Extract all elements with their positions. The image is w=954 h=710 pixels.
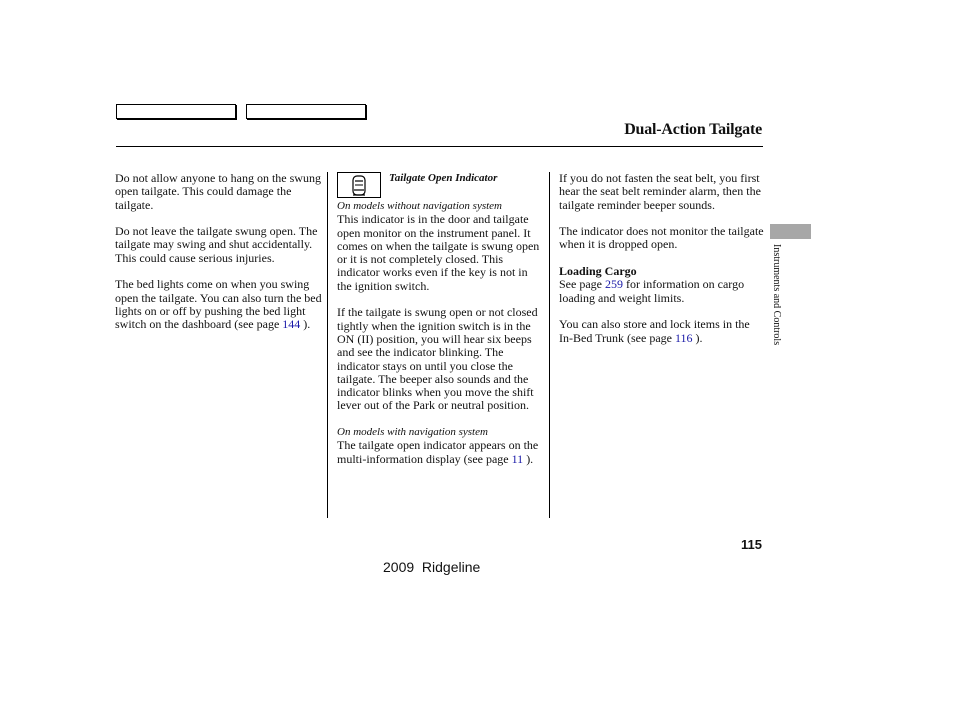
paragraph: If you do not fasten the seat belt, you first hear the seat belt reminder alarm, then the tailgate reminder beeper sounds. <box>559 171 761 212</box>
column-divider <box>549 172 550 518</box>
text: for information on cargo loading and weight limits. <box>559 277 745 305</box>
indicator-heading <box>337 172 543 200</box>
model-note: On models with navigation system <box>337 426 488 439</box>
column-divider <box>327 172 328 518</box>
section-heading: Loading Cargo <box>559 264 637 279</box>
page-link-116[interactable]: 116 <box>674 330 693 345</box>
paragraph <box>559 318 764 345</box>
paragraph: Do not leave the tailgate swung open. The tailgate may swing and shut accidentally. This could cause serious injuries. <box>115 224 318 265</box>
paragraph: Do not allow anyone to hang on the swung open tailgate. This could damage the tailgate. <box>115 171 321 212</box>
section-label-text: Instruments and Controls <box>771 244 782 346</box>
text: The tailgate open indicator appears on the multi-information display (see page <box>337 438 539 466</box>
paragraph: The indicator does not monitor the tailgate when it is dropped open. <box>559 224 764 252</box>
text: The bed lights come on when you swing open the tailgate. You can also turn the bed lights on or off by pushing the bed light switch on the dashboard (see page <box>115 277 322 332</box>
indicator-label: Tailgate Open Indicator <box>389 172 498 184</box>
paragraph <box>115 278 323 331</box>
footer-model: 2009 Ridgeline <box>383 559 481 575</box>
section-tab[interactable] <box>770 224 811 239</box>
model-note: On models without navigation system <box>337 200 502 212</box>
nav-button-contents[interactable] <box>116 104 236 119</box>
column-2 <box>337 172 543 479</box>
column-1 <box>115 172 323 345</box>
column-3 <box>559 172 764 358</box>
page-link-259[interactable]: 259 <box>604 277 623 292</box>
tailgate-indicator-icon <box>337 172 381 198</box>
text: ). <box>300 317 311 332</box>
page-title: Dual-Action Tailgate <box>624 121 762 138</box>
title-rule <box>116 146 763 147</box>
text: ). <box>523 451 534 466</box>
page-number: 115 <box>741 537 762 552</box>
section-side-label <box>770 244 784 374</box>
paragraph <box>559 278 764 305</box>
paragraph: If the tailgate is swung open or not closed tightly when the ignition switch is in the ON (II) position, you will hear six beeps and see the indicator blinking. The indicator stays on until you close the tailgate. The beeper also sounds and the indicator blinks when you move the shift lever out of the Park or neutral position. <box>337 305 538 413</box>
nav-button-index[interactable] <box>246 104 366 119</box>
text: See page <box>559 277 605 292</box>
paragraph <box>337 439 543 466</box>
page-link-11[interactable]: 11 <box>511 451 524 466</box>
page-link-144[interactable]: 144 <box>282 317 301 332</box>
text: You can also store and lock items in the In-Bed Trunk (see page <box>559 317 750 345</box>
text: ). <box>692 330 703 345</box>
paragraph: This indicator is in the door and tailgate open monitor on the instrument panel. It comes on when the tailgate is swung open or it is not completely closed. This indicator works even if the key is not in the ignition switch. <box>337 212 540 293</box>
